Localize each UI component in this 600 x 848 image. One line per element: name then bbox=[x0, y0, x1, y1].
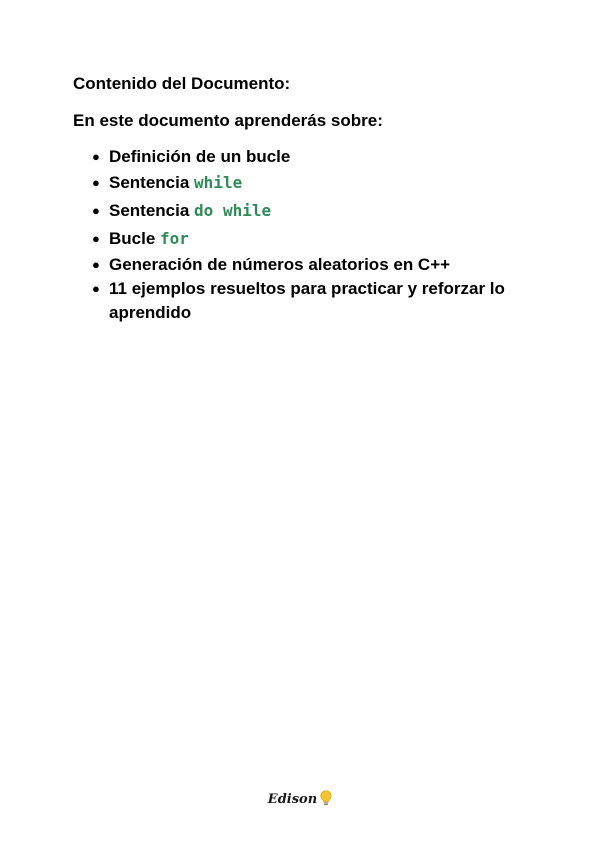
topic-text: 11 ejemplos resueltos para practicar y reforzar lo aprendido bbox=[109, 279, 505, 322]
topic-text: Generación de números aleatorios en C++ bbox=[109, 255, 451, 274]
list-item bbox=[92, 145, 532, 169]
list-item bbox=[92, 197, 532, 225]
code-keyword: do while bbox=[194, 201, 272, 220]
bullet-icon: ● bbox=[92, 231, 100, 246]
topic-text: Definición de un bucle bbox=[109, 147, 291, 166]
list-item bbox=[92, 277, 532, 325]
topic-text: Sentencia bbox=[109, 173, 195, 192]
topic-list bbox=[92, 145, 532, 325]
bullet-icon: ● bbox=[92, 257, 100, 272]
document-intro: En este documento aprenderás sobre: bbox=[73, 111, 383, 130]
bullet-icon: ● bbox=[92, 175, 100, 190]
bullet-icon: ● bbox=[92, 149, 100, 164]
bullet-icon: ● bbox=[92, 203, 100, 218]
code-keyword: while bbox=[194, 173, 243, 192]
list-item bbox=[92, 225, 532, 253]
bullet-icon: ● bbox=[92, 281, 100, 296]
page-footer bbox=[0, 790, 600, 807]
code-keyword: for bbox=[160, 229, 189, 248]
topic-text: Bucle bbox=[109, 229, 161, 248]
list-item bbox=[92, 169, 532, 197]
topic-text: Sentencia bbox=[109, 201, 195, 220]
footer-brand: Edison bbox=[267, 792, 318, 807]
list-item bbox=[92, 253, 532, 277]
lightbulb-icon bbox=[320, 790, 332, 806]
document-title: Contenido del Documento: bbox=[73, 74, 291, 93]
